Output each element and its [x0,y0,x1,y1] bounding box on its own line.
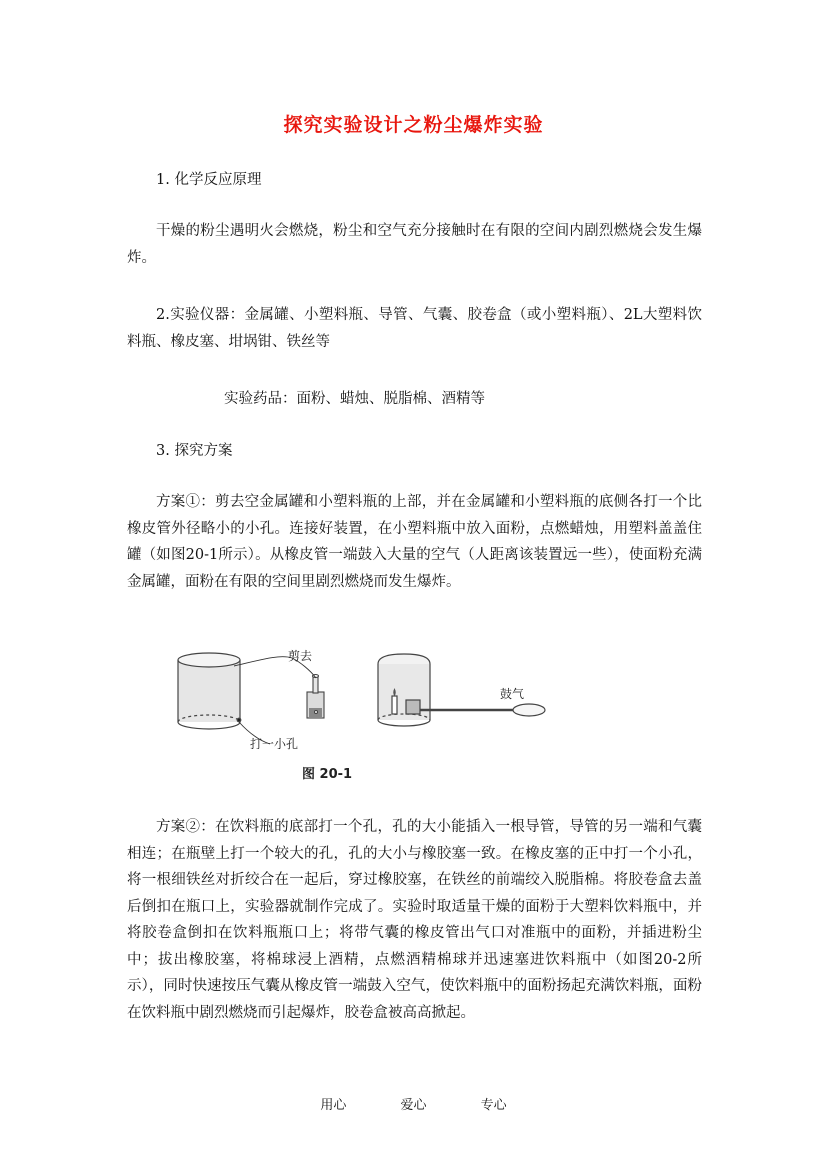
figure-20-1 [170,640,560,785]
label-hole: 打一小孔 [250,737,299,751]
footer-item: 爱心 [400,1098,427,1113]
section1-heading: 1. 化学反应原理 [156,172,262,188]
figure-caption: 图 20-1 [302,767,353,782]
small-bottle-drawing [307,675,324,719]
footer-item: 用心 [320,1098,347,1113]
label-blow: 鼓气 [500,687,525,701]
page-title: 探究实验设计之粉尘爆炸实验 [283,114,544,136]
metal-can-drawing [178,653,241,729]
reagents-text: 实验药品：面粉、蜡烛、脱脂棉、酒精等 [224,391,485,407]
instruments-text: 2.实验仪器：金属罐、小塑料瓶、导管、气囊、胶卷盒（或小塑料瓶）、2L大塑料饮料瓶、橡皮塞、坩埚钳、铁丝等 [127,307,702,350]
section3-heading: 3. 探究方案 [156,443,233,459]
page-footer [0,1094,827,1113]
section1-text: 干燥的粉尘遇明火会燃烧，粉尘和空气充分接触时在有限的空间内剧烈燃烧会发生爆炸。 [127,223,702,266]
plan1-text: 方案①：剪去空金属罐和小塑料瓶的上部，并在金属罐和小塑料瓶的底侧各打一个比橡皮管外径略小的小孔。连接好装置，在小塑料瓶中放入面粉，点燃蜡烛，用塑料盖盖住罐（如图20-1所示）。从橡皮管一端鼓入大量的空气（人距离该装置远一些），使面粉充满金属罐，面粉在有限的空间里剧烈燃烧而发生爆炸。 [127,494,702,590]
label-cut: 剪去 [288,649,313,663]
plan2-text: 方案②：在饮料瓶的底部打一个孔，孔的大小能插入一根导管，导管的另一端和气囊相连；在瓶壁上打一个较大的孔，孔的大小与橡胶塞一致。在橡皮塞的正中打一个小孔，将一根细铁丝对折绞合在一起后，穿过橡胶塞，在铁丝的前端绞入脱脂棉。将胶卷盒去盖后倒扣在瓶口上，实验器就制作完成了。实验时取适量干燥的面粉于大塑料饮料瓶中，并将胶卷盒倒扣在饮料瓶瓶口上；将带气囊的橡皮管出气口对准瓶中的面粉，并插进粉尘中；拔出橡胶塞，将棉球浸上酒精，点燃酒精棉球并迅速塞进饮料瓶中（如图20-2所示），同时快速按压气囊从橡皮管一端鼓入空气，使饮料瓶中的面粉扬起充满饮料瓶，面粉在饮料瓶中剧烈燃烧而引起爆炸，胶卷盒被高高掀起。 [127,819,702,1021]
footer-item: 专心 [480,1098,507,1113]
